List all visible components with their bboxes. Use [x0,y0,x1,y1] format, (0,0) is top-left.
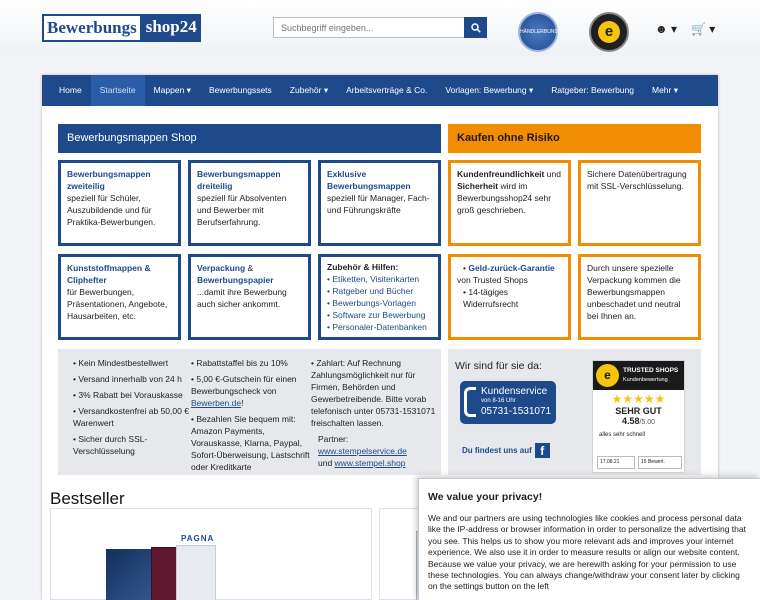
info-col-2 [191,357,311,477]
box-title [197,262,302,286]
link-vorlagen[interactable]: • Bewerbungs-Vorlagen [327,297,432,309]
user-menu[interactable] [655,22,677,36]
box-title: • Geld-zurück-Garantie [463,263,555,273]
info-item: • Rabattstaffel bis zu 10% [191,357,311,369]
link-garantie[interactable]: Geld-zurück-Garantie [468,263,555,273]
help-box [448,349,701,475]
cookie-body: We and our partners are using technologies like cookies and process personal data like the IP-address or browser information in order to personalize the advertising that you see. This helps us to show you more relevant ads and improves your internet experience. We also use it in order to measure results or align our website content. Because we value your privacy, we are herewith asking for your permission to use these technologies. You can always change/withdraw your consent later by clicking on the settings button on the left [428,513,746,592]
link-datenbanken[interactable]: • Personaler-Datenbanken [327,321,432,333]
search-icon [471,23,481,33]
rating-stars: ★★★★★ [611,392,666,406]
zubehoer-list [327,273,432,333]
link-bewerben[interactable]: Bewerben.de [191,398,242,408]
main-navigation [42,75,718,106]
link-etiketten[interactable]: • Etiketten, Visitenkarten [327,273,432,285]
nav-arbeitsvertraege[interactable]: Arbeitsverträge & Co. [346,85,428,95]
facebook-link[interactable] [462,443,550,458]
link-stempelshop[interactable]: www.stempel.shop [334,458,406,468]
phone-icon [464,387,476,417]
rating-score [593,416,684,426]
ks-hours: von 8-16 Uhr [481,398,516,404]
info-col-1 [73,357,191,461]
section-title-risk: Kaufen ohne Risiko [448,124,701,153]
amp: & [245,263,254,273]
box-title: Kunststoffmappen & Cliphefter [67,263,151,285]
link-ratgeber[interactable]: • Ratgeber und Bücher [327,285,432,297]
box-text: • 14-tägiges Widerrufsrecht [463,287,519,309]
box-text: für Bewerbungen, Präsentationen, Angebote, Hausarbeiten, etc. [67,287,168,321]
box-text: Sichere Datenübertragung mit SSL-Verschlüsselung. [587,169,687,191]
box-exklusiv[interactable] [318,160,441,246]
plain-text: und [544,169,561,179]
info-item: • Versand innerhalb von 24 h [73,373,191,385]
bold-text: Kundenfreundlichkeit [457,169,545,179]
product-brand: PAGNA [181,534,215,543]
link-stempelservice[interactable]: www.stempelservice.de [318,446,407,456]
box-title: Zubehör & Hilfen: [327,262,399,272]
box-title: Bewerbungsmappen dreiteilig [197,169,281,191]
ks-title: Kundenservice [481,386,548,397]
bestseller-title: Bestseller [50,489,125,508]
ts-sub: Kundenbewertung [623,377,668,383]
nav-ratgeber[interactable]: Ratgeber: Bewerbung [551,85,634,95]
link-papier[interactable]: Bewerbungspapier [197,275,274,285]
plain-text: wird im Bewerbungsshop24 sehr groß geschrieben. [457,181,552,215]
cookie-consent-dialog [418,478,760,600]
box-ssl [578,160,701,246]
link-software[interactable]: • Software zur Bewerbung [327,309,432,321]
logo-part-2: shop24 [142,14,201,42]
trusted-shops-widget[interactable] [592,360,685,473]
plain-text: und [318,458,335,468]
link-verpackung[interactable]: Verpackung [197,263,246,273]
ks-phone: 05731-1531071 [481,406,552,417]
seal1-label: HÄNDLERBUND [520,29,559,35]
box-title: Exklusive Bewerbungsmappen [327,169,411,191]
trusted-shops-e-icon: e [598,21,620,43]
partner-label: Partner: [318,434,349,444]
ts-footer [597,456,682,469]
nav-mehr[interactable]: Mehr ▾ [651,85,678,95]
box-title: Bewerbungsmappen zweiteilig [67,169,151,191]
chevron-down-icon: ▾ [670,22,678,36]
ts-header [593,361,684,390]
info-col-3 [311,357,436,473]
shop-info [58,349,441,475]
box-kundenfreundlichkeit [448,160,571,246]
logo-part-1: Bewerbungs [42,14,142,42]
search-button[interactable] [464,17,487,38]
plain-text: ! [241,398,244,408]
box-text: speziell für Manager, Fach- und Führungskräfte [327,193,430,215]
score-max: /5.00 [639,419,656,426]
review-date: 17.08.21 [597,456,635,469]
product-card[interactable] [50,508,372,600]
fb-text: Du findest uns auf [462,446,532,455]
review-text: alles sehr schnell [599,432,646,438]
box-zweiteilig[interactable] [58,160,181,246]
kundenservice-badge[interactable] [460,381,556,424]
nav-bewerbungssets[interactable]: Bewerbungssets [208,85,272,95]
box-verpackung-info [578,254,701,340]
haendlerbund-seal[interactable] [518,12,558,52]
bold-text: Sicherheit [457,181,499,191]
box-text: speziell für Schüler, Auszubildende und für Praktika-Bewerbungen. [67,193,156,227]
plain-text: 14-tägiges Widerrufsrecht [463,287,519,309]
cart-icon: 🛒 [691,22,706,36]
cart-menu[interactable] [691,22,715,36]
info-item [311,433,436,469]
nav-vorlagen[interactable]: Vorlagen: Bewerbung ▾ [445,85,534,95]
score: 4.58 [621,416,640,426]
section-title-shop: Bewerbungsmappen Shop [58,124,441,153]
cookie-title: We value your privacy! [428,491,543,503]
product-image-folder-white [176,545,216,600]
box-dreiteilig[interactable] [188,160,311,246]
search-input[interactable] [273,17,464,38]
box-text: von Trusted Shops [457,275,528,285]
box-zubehoer [318,254,441,340]
nav-zubehoer[interactable]: Zubehör ▾ [289,85,329,95]
box-text: speziell für Absolventen und Bewerber mit Berufserfahrung. [197,193,287,227]
nav-home[interactable]: Home [59,85,82,95]
search-bar [273,17,487,38]
info-item: • Sicher durch SSL-Verschlüsselung [73,433,191,457]
trusted-shops-logo-icon: e [596,364,619,387]
info-item: • Bezahlen Sie bequem mit: Amazon Payments, Vorauskasse, Klarna, Paypal, Sofort-Überweisung, Lastschrift oder Kreditkarte [191,413,311,473]
nav-mappen[interactable]: Mappen ▾ [153,85,191,95]
chevron-down-icon: ▾ [709,22,716,36]
nav-startseite[interactable]: Startseite [91,75,145,106]
box-kunststoffmappen[interactable] [58,254,181,340]
help-title: Wir sind für sie da: [455,360,542,372]
info-item: • Versandkostenfrei ab 50,00 € Warenwert [73,405,191,429]
box-verpackung[interactable] [188,254,311,340]
ts-name: TRUSTED SHOPS [623,367,679,374]
box-text: ...damit ihre Bewerbung auch sicher ankommt. [197,287,287,309]
rating-grade: SEHR GUT [615,406,662,416]
user-icon: ☻ [655,22,668,36]
plain-text: 5,00 €-Gutschein für einen Bewerbungscheck von [191,374,297,396]
facebook-icon: f [535,443,550,458]
review-count: 15 Bewert. [638,456,682,469]
box-garantie [448,254,571,340]
box-text: Durch unsere spezielle Verpackung kommen die Bewerbungsmappen unbeschadet und neutral bei Ihnen an. [587,263,681,321]
info-item: • Zahlart: Auf Rechnung Zahlungsmöglichkeit nur für Firmen, Behörden und Gewerbetreibende. Bitte vorab telefonisch unter 05731-1531071 freischalten lassen. [311,357,436,429]
site-header [0,0,760,56]
site-logo[interactable] [42,14,201,42]
info-item: • Kein Mindestbestellwert [73,357,191,369]
info-item: • 3% Rabatt bei Vorauskasse [73,389,191,401]
box-text [457,168,562,216]
info-item [191,373,311,409]
trusted-shops-seal[interactable] [589,12,629,52]
